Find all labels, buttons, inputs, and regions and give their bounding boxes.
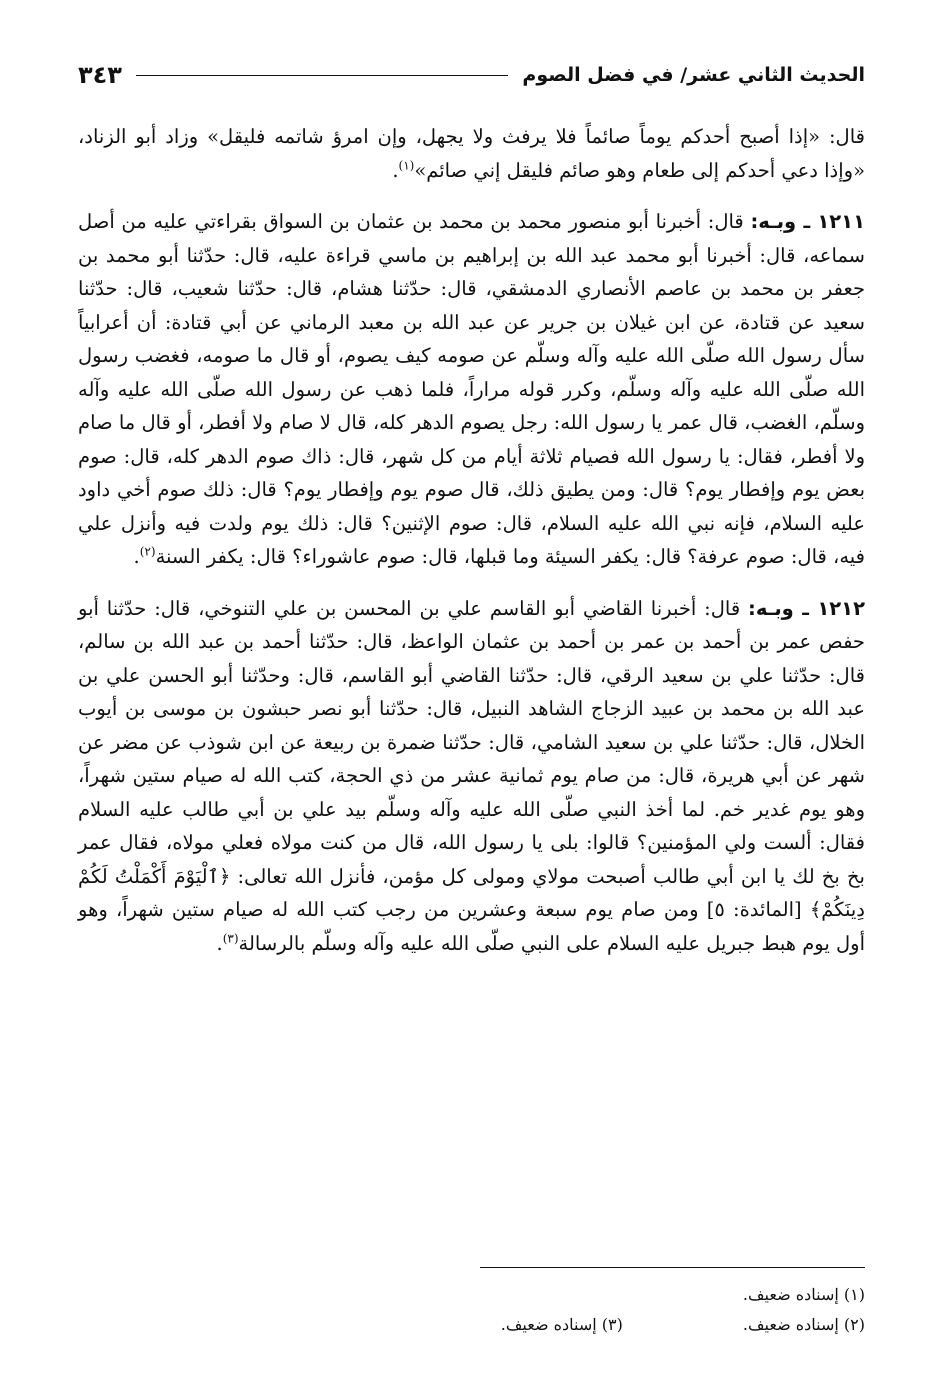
paragraph-text: قال: أخبرنا أبو منصور محمد بن محمد بن عثمان بن السواق بقراءتي عليه من أصل سماعه، قال: أخبرنا أبو محمد عبد الله بن إبراهيم بن ماسي قراءة عليه، قال: حدّثنا أبو محمد بن جعفر بن محمد بن عاصم الأنصاري الدمشقي، قال: حدّثنا هشام، قال: حدّثنا شعيب، قال: حدّثنا سعيد عن قتادة، عن ابن غيلان بن جرير عن عبد الله بن معبد الرماني عن أبي قتادة: أن أعرابياً سأل رسول الله صلّى الله عليه وآله وسلّم عن صومه كيف يصوم، أو قال ما صومه، فغضب رسول الله صلّى الله عليه وآله وسلّم، وكرر قوله مراراً، فلما ذهب عن رسول الله صلّى الله عليه وآله وسلّم، الغضب، قال عمر يا رسول الله: رجل يصوم الدهر كله، قال لا صام ولا أفطر، أو قال ما صام ولا أفطر، فقال: يا رسول الله فصيام ثلاثة أيام من كل شهر، قال: ذاك صوم الدهر كله، قال: صوم بعض يوم وإفطار يوم؟ قال: ومن يطيق ذلك، قال صوم يوم وإفطار يوم؟ قال: ذلك صوم أخي داود عليه السلام، فإنه نبي الله عليه السلام، قال: صوم الإثنين؟ قال: ذلك يوم ولدت فيه وأنزل علي فيه، قال: صوم عرفة؟ قال: يكفر السيئة وما قبلها، قال: صوم عاشوراء؟ قال: يكفر السنة — [78, 210, 865, 568]
footnote-3: (٣) إسناده ضعيف. — [500, 1315, 623, 1334]
chapter-title: الحديث الثاني عشر/ في فضل الصوم — [522, 64, 865, 86]
footnote-separator — [480, 1267, 865, 1268]
hadith-number: ١٢١١ ـ وبـه: — [750, 210, 865, 233]
header-rule — [136, 75, 508, 76]
paragraph-text: قال: أخبرنا القاضي أبو القاسم علي بن المحسن بن علي التنوخي، قال: حدّثنا أبو حفص عمر بن أحمد بن عمر بن أحمد بن عثمان الواعظ، قال: حدّثنا أحمد بن عبد الله بن سالم، قال: حدّثنا علي بن سعيد الرقي، قال: حدّثنا القاضي أبو القاسم، قال: وحدّثنا أبو الحسن علي بن عبد الله بن محمد بن عبيد الزجاج الشاهد النبيل، قال: حدّثنا أبو نصر حبشون بن موسى بن أيوب الخلال، قال: حدّثنا علي بن سعيد الشامي، قال: حدّثنا ضمرة بن ربيعة عن ابن شوذب عن مضر عن شهر عن أبي هريرة، قال: من صام يوم ثمانية عشر من ذي الحجة، كتب الله له صيام ستين شهراً، وهو يوم غدير خم. لما أخذ النبي صلّى الله عليه وآله وسلّم بيد علي بن أبي طالب عليه السلام فقال: ألست ولي المؤمنين؟ قالوا: بلى يا رسول الله، قال من كنت مولاه فعلي مولاه، فقال عمر بخ بخ لك يا ابن أبي طالب أصبحت مولاي ومولى كل مؤمن، فأنزل الله تعالى: ﴿ٱلْيَوْمَ أَكْمَلْتُ لَكُمْ دِينَكُمْ﴾ [المائدة: ٥] ومن صام يوم سبعة وعشرين من رجب كتب الله له صيام ستين شهراً، وهو أول يوم هبط جبريل عليه السلام على النبي صلّى الله عليه وآله وسلّم بالرسالة — [78, 596, 865, 955]
paragraph-text: قال: «إذا أصبح أحدكم يوماً صائماً فلا يرفث ولا يجهل، وإن امرؤ شاتمه فليقل» وزاد أبو الزناد، «وإذا دعي أحدكم إلى طعام وهو صائم فليقل إني صائم» — [78, 125, 865, 182]
paragraph-end: . — [133, 545, 140, 568]
hadith-number: ١٢١٢ ـ وبـه: — [748, 596, 865, 620]
page-number: ٣٤٣ — [78, 61, 122, 89]
paragraph-end: . — [216, 931, 223, 955]
footnote-1: (١) إسناده ضعيف. — [742, 1285, 865, 1304]
paragraph-hadith-1211 — [78, 205, 865, 574]
paragraph-hadith-1212 — [78, 592, 865, 961]
footnote-row — [78, 1310, 865, 1340]
footnote-ref: (٢) — [139, 544, 156, 559]
paragraph-end: . — [392, 158, 399, 182]
footnote-2: (٢) إسناده ضعيف. — [742, 1315, 865, 1334]
footnotes — [78, 1280, 865, 1340]
footnote-ref: (١) — [398, 158, 415, 172]
paragraph-continuation — [78, 120, 865, 187]
running-header — [78, 58, 865, 92]
footnote-ref: (٣) — [222, 931, 239, 945]
main-text — [78, 120, 865, 960]
